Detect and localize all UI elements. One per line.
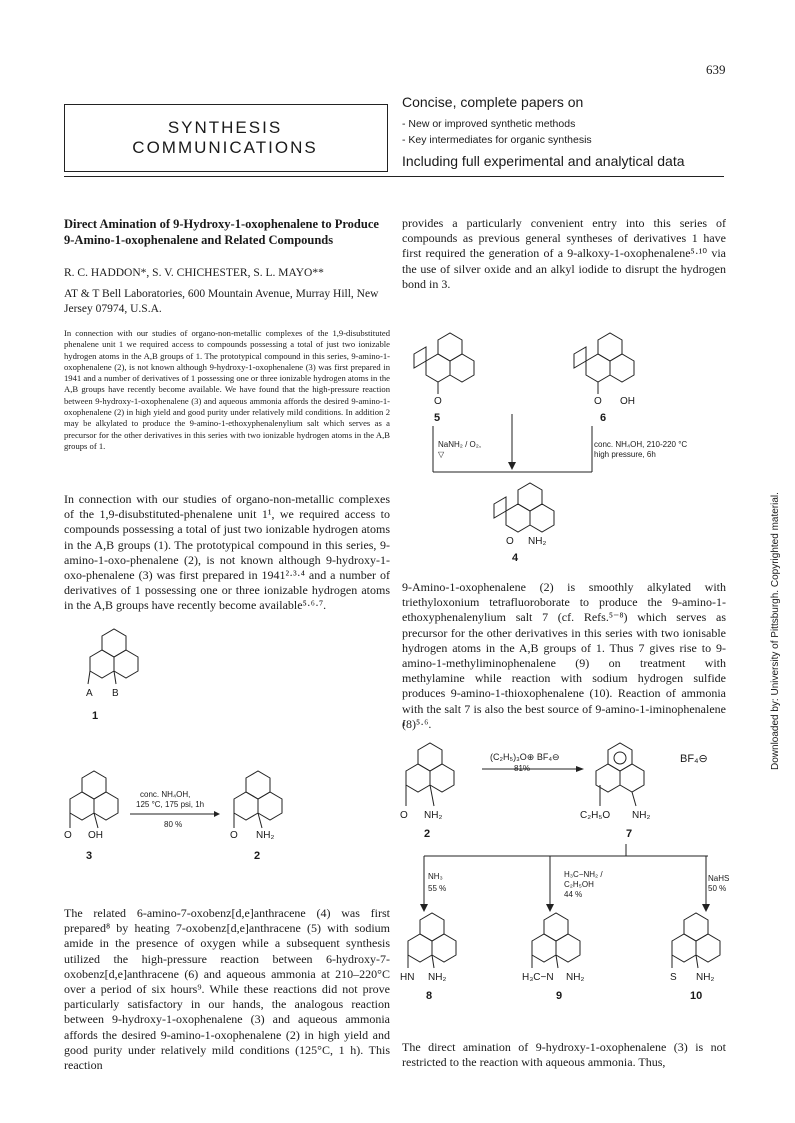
atom-H3C-N: H₃C−N [522, 972, 554, 983]
condition-8: NH₃ [428, 872, 443, 881]
scheme1-condition: 125 °C, 175 psi, 1h [136, 800, 205, 809]
condition-10: NaHS [708, 874, 730, 883]
atom-C2H5O: C₂H₅O [580, 810, 611, 821]
download-notice-text: Downloaded by: University of Pittsburgh. Copyrighted material. [770, 492, 781, 770]
page-number: 639 [706, 62, 726, 77]
article-affiliation: AT & T Bell Laboratories, 600 Mountain Avenue, Murray Hill, New Jersey 07974, U.S.A. [64, 288, 379, 315]
atom-O: O [506, 536, 514, 547]
tagline-main: Concise, complete papers on [402, 94, 584, 110]
scheme1-yield: 80 % [164, 820, 183, 829]
tagline-sub: Including full experimental and analytical data [402, 153, 685, 169]
scheme1-condition: conc. NH₄OH, [140, 790, 191, 799]
compound-9-label: 9 [556, 990, 563, 1002]
atom-OH: OH [620, 396, 635, 407]
counterion: BF₄⊖ [680, 753, 708, 765]
atom-OH: OH [88, 830, 103, 841]
compound-8-label: 8 [426, 990, 433, 1002]
scheme3-yield: 81% [514, 764, 531, 773]
compound-6-label: 6 [600, 412, 607, 424]
paragraph-5: The direct amination of 9-hydroxy-1-oxophenalene (3) is not restricted to the reaction with aqueous ammonia. Thus, [402, 1040, 726, 1070]
atom-NH2: NH₂ [424, 810, 443, 821]
article-title: Direct Amination of 9-Hydroxy-1-oxophenalene to Produce 9-Amino-1-oxophenalene and Related Compounds [64, 217, 379, 247]
compound-2-label: 2 [254, 850, 261, 862]
paragraph-2: The related 6-amino-7-oxobenz[d,e]anthracene (4) was first prepared⁸ by heating 7-oxobenz[d,e]anthracene (5) with sodium amide in the presence of oxygen while a subsequent synthesis utilized the high-pressure reaction between 6-hydroxy-7-oxobenz[d,e]anthracene (6) and aqueous ammonia at 210–220°C over a period of six hours⁹. While these reactions did not prove particularly satisfactory in our hands, the analogous reaction between 9-hydroxy-1-oxophenalene (3) and aqueous ammonia affords the desired 9-amino-1-oxophenalene (2) in high yield and good purity under relatively mild conditions (125°C, 1 h). This reaction [64, 906, 390, 1073]
download-notice [760, 330, 780, 770]
compound-5-label: 5 [434, 412, 441, 424]
compound-4-label: 4 [512, 552, 519, 564]
atom-HN: HN [400, 972, 415, 983]
atom-O: O [64, 830, 72, 841]
atom-NH2: NH₂ [428, 972, 447, 983]
paragraph-3: provides a particularly convenient entry into this series of compounds as previous general syntheses of derivatives 1 have first required the generation of a 9-alkoxy-1-oxophenalene⁵·¹⁰ via the use of silver oxide and an alkyl iodide to disrupt the hydrogen bond in 3. [402, 216, 726, 291]
journal-title [64, 118, 386, 158]
atom-NH2: NH₂ [528, 536, 547, 547]
condition-9: C₂H₅OH [564, 880, 594, 889]
atom-NH2: NH₂ [632, 810, 651, 821]
compound-7-label: 7 [626, 828, 633, 840]
tagline-item: - New or improved synthetic methods [402, 118, 576, 130]
atom-O: O [230, 830, 238, 841]
scheme-2 [418, 310, 688, 550]
compound-1-label: 1 [92, 710, 99, 722]
label-B: B [112, 688, 119, 699]
tagline-item: - Key intermediates for organic synthesis [402, 134, 592, 146]
compound-3-label: 3 [86, 850, 93, 862]
scheme2-condition-right: high pressure, 6h [594, 450, 656, 459]
scheme1-arrow [130, 810, 220, 818]
paragraph-1: In connection with our studies of organo-non-metallic complexes of the 1,9-disubstituted-phenalene unit 1¹, we required access to compounds possessing a total of just two ionizable hydrogen atoms in the A,B groups (1). The prototypical compound in this series, 9-amino-1-oxo-phenalene (2), is not known although 9-hydroxy-1-oxo-phenalene (3) was first prepared in 1941²·³·⁴ and a number of derivatives of 1 possessing one or three ionizable hydrogen atoms in the A,B groups have recently become available⁵·⁶·⁷. [64, 492, 390, 613]
atom-NH2: NH₂ [566, 972, 585, 983]
atom-O: O [400, 810, 408, 821]
article-abstract: In connection with our studies of organo-non-metallic complexes of the 1,9-disubstituted phenalene unit 1 we required access to compounds possessing a total of just two ionizable hydrogen atoms in the A,B groups of 1. The prototypical compound in this series, 9-amino-1-oxophenalene (2), is not known although 9-hydroxy-1-oxophenalene (3) was first prepared in 1941 and a number of derivatives of 1 possessing one or three ionizable hydrogen atoms in the A,B groups have recently become available. We have found that the high-pressure reaction between 9-hydroxy-1-oxophenalene (3) and aqueous ammonia affords the desired 9-amino-1-oxophenalene (2) in high yield and good purity under relatively mild conditions. In addition 2 may be alkylated to produce the 9-amino-1-ethoxyphenalenylium salt which serves as a precursor for the other derivatives in this series with two ionizable hydrogen atoms in the A,B groups of 1. [64, 328, 390, 451]
condition-10: 50 % [708, 884, 727, 893]
journal-title-line2: COMMUNICATIONS [132, 138, 318, 157]
scheme2-condition-right: conc. NH₄OH, 210-220 °C [594, 440, 688, 449]
header-rule [64, 176, 724, 177]
compound-2-label: 2 [424, 828, 431, 840]
atom-NH2: NH₂ [696, 972, 715, 983]
condition-9: 44 % [564, 890, 583, 899]
condition-9: H₃C−NH₂ / [564, 870, 603, 879]
atom-O: O [594, 396, 602, 407]
compound-10-label: 10 [690, 990, 703, 1002]
scheme3-reagent: (C₂H₅)₃O⊕ BF₄⊖ [490, 752, 560, 762]
label-A: A [86, 688, 93, 699]
condition-8: 55 % [428, 884, 447, 893]
atom-O: O [434, 396, 442, 407]
paragraph-4: 9-Amino-1-oxophenalene (2) is smoothly alkylated with triethyloxonium tetrafluoroborate to produce the 9-amino-1-ethoxyphenalenylium salt 7 (cf. Refs.⁵⁻⁸) which serves as precursor for the other derivatives in this series with two ionisable hydrogen atoms in the A,B groups of 1. Thus 7 gives rise to 9-amino-1-methyliminophenalene (9) on treatment with methylamine while reaction with sodium hydrogen sulfide produces 9-amino-1-thioxophenalene (10). Reaction of ammonia with the salt 7 is also the best source of 9-amino-1-iminophenalene (8)⁵·⁶. [402, 580, 726, 731]
scheme2-condition-left: ▽ [438, 450, 445, 459]
scheme-3 [400, 720, 720, 1010]
journal-title-line1: SYNTHESIS [167, 118, 283, 137]
atom-S: S [670, 972, 677, 983]
atom-NH2: NH₂ [256, 830, 275, 841]
article-authors: R. C. HADDON*, S. V. CHICHESTER, S. L. MAYO** [64, 267, 324, 279]
scheme2-condition-left: NaNH₂ / O₂, [438, 440, 482, 449]
